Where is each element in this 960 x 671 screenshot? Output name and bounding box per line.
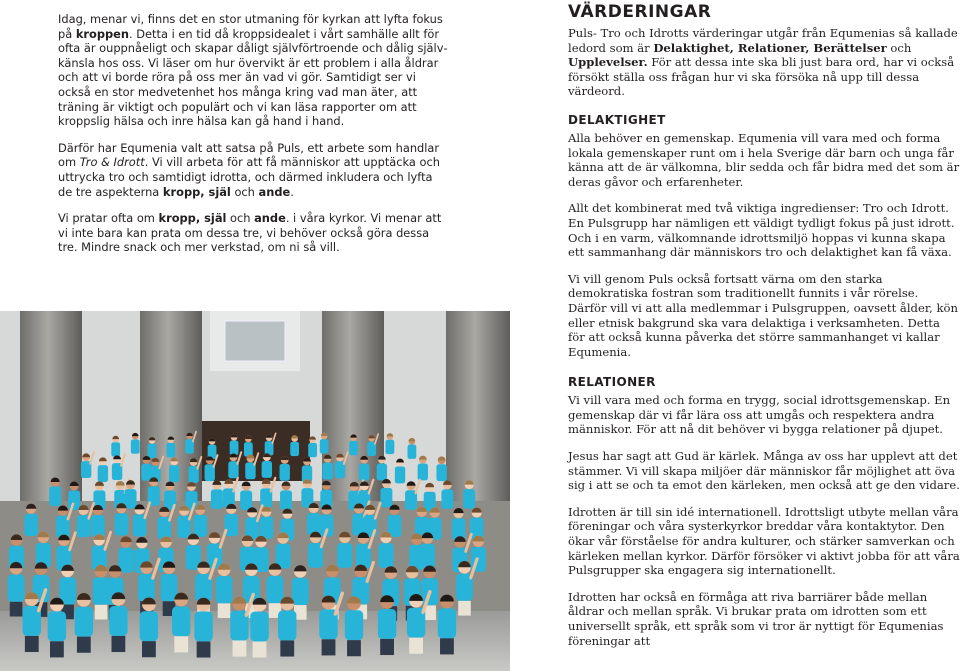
person xyxy=(208,438,217,459)
values-column xyxy=(568,2,960,660)
section-title: VÄRDERINGAR xyxy=(568,2,712,22)
relationer-paragraph-4: Idrotten har också en förmåga att riva barriärer både mellan åldrar och mellan språk. Vi brukar prata om idrotten som ett universellt språk, ett språk som vi tror är nyttigt för Equmenias föreningar att xyxy=(568,589,944,648)
person xyxy=(307,503,321,535)
relationer-paragraph-2: Jesus har sagt att Gud är kärlek. Många av oss har upplevt att det stämmer. Vi vill skapa miljöer där människor får möjlighet att öva sig i att se och ta emot den kärleken, men också att ge den vidare. xyxy=(568,449,960,493)
person xyxy=(230,434,239,455)
person xyxy=(438,595,456,655)
person xyxy=(49,477,61,506)
person xyxy=(322,455,332,480)
person xyxy=(244,436,253,457)
person xyxy=(380,479,392,508)
person xyxy=(68,482,80,511)
person xyxy=(280,481,292,510)
person xyxy=(424,483,436,512)
person xyxy=(169,457,179,482)
relationer-paragraph-1: Vi vill vara med och forma en trygg, social idrottsgemenskap. En gemenskap där vi får lära oss att umgås och respektera andra människor. För att nå dit behöver vi bygga relationer på djupet. xyxy=(568,393,951,437)
person xyxy=(98,457,108,482)
person xyxy=(349,434,358,455)
intro-paragraph-2: Därför har Equmenia valt att satsa på Puls, ett arbete som handlar om Tro & Idrott. Vi vill arbeta för att få människor att upptäcka och uttrycka tro och samtidigt idrotta, och därmed inkludera och lyfta de tre aspekterna kropp, själ och ande. xyxy=(58,140,440,199)
heading-relationer: RELATIONER xyxy=(568,375,656,390)
person xyxy=(378,532,393,568)
person xyxy=(185,482,197,511)
person xyxy=(378,595,396,655)
values-intro: Puls- Tro och Idrotts värderingar utgår från Equmenias så kallade ledord som är Delaktighet, Relationer, Berättelser och Upplevelser. För att dessa inte ska bli just bara ord, har vi också försökt ställa oss frågan hur vi ska försöka nå upp till dessa värdeord. xyxy=(568,26,958,99)
person xyxy=(109,592,127,652)
person xyxy=(301,479,313,508)
heading-delaktighet: DELAKTIGHET xyxy=(568,112,666,127)
intro-paragraph-1: Idag, menar vi, finns det en stor utmaning för kyrkan att lyfta fokus på kroppen. Detta i en tid då kroppsidealet i vårt samhälle allt för ofta är ouppnåeligt och skapar dåligt självförtroende och dålig självkänsla hos oss. Vi läser om hur övervikt är ett problem i alla åldrar och att vi borde röra på oss mer än vad vi gör. Samtidigt ser vi också en stor medvetenhet hos många kring vad man äter, att träning är viktigt och populärt och vi kan läsa rapporter om att kroppslig hälsa och inre hälsa kan gå hand i hand. xyxy=(58,12,448,129)
delaktighet-paragraph-2: Allt det kombinerat med två viktiga ingredienser: Tro och Idrott. En Pulsgrupp har nämligen ett väldigt tydligt fokus på just idrott. Och i en varm, välkomnande idrottsmiljö hoppas vi kunna skapa ett sammanhang där människors tro och delaktighet kan få växa. xyxy=(568,201,955,260)
person xyxy=(141,456,151,481)
person xyxy=(75,593,93,653)
person xyxy=(194,598,212,658)
intro-paragraph-3: Vi pratar ofta om kropp, själ och ande. i våra kyrkor. Vi menar att vi inte bara kan prata om dessa tre, vi behöver också göra dessa tre. Mindre snack och mer verkstad, om ni så vill. xyxy=(58,211,442,255)
person xyxy=(345,596,363,656)
person xyxy=(193,505,207,537)
person xyxy=(118,536,133,572)
person xyxy=(262,453,272,478)
person xyxy=(290,435,299,456)
person xyxy=(420,532,435,568)
person xyxy=(166,436,175,457)
person xyxy=(172,593,190,653)
person xyxy=(377,456,387,481)
person xyxy=(278,597,296,657)
person xyxy=(140,597,158,657)
person xyxy=(216,563,233,618)
person xyxy=(452,508,466,540)
person xyxy=(148,437,157,458)
column-4 xyxy=(446,311,510,511)
person xyxy=(91,505,105,537)
person xyxy=(24,504,38,536)
person xyxy=(250,598,268,658)
person xyxy=(395,459,405,484)
column-3 xyxy=(322,311,384,511)
person xyxy=(388,505,402,537)
person xyxy=(240,481,252,510)
person xyxy=(211,480,223,509)
person xyxy=(337,532,352,568)
intro-column xyxy=(58,12,450,267)
person xyxy=(115,503,129,535)
person xyxy=(36,532,51,568)
delaktighet-paragraph-1: Alla behöver en gemenskap. Equmenia vill vara med och forma lokala gemenskaper runt om i hela Sverige där barn och unga får känna att de är välkomna, blir sedda och får bidra med det som är deras gåvor och erfarenheter. xyxy=(568,130,960,189)
person xyxy=(407,438,416,459)
person xyxy=(267,563,284,618)
person xyxy=(418,456,428,481)
relationer-paragraph-3: Idrotten är till sin idé internationell. Idrottsligt utbyte mellan våra föreningar och våra systerkyrkor breddar våra kontaktytor. Den ökar vår förståelse för andra kulturer, och stärker samverkan och kärleken mellan kyrkor. Därför försöker vi aktivt jobba för att våra Pulsgrupper ska engagera sig internationellt. xyxy=(568,504,960,578)
person xyxy=(131,433,140,454)
person xyxy=(385,433,394,454)
person xyxy=(436,456,446,481)
person xyxy=(441,480,453,509)
person xyxy=(111,436,120,457)
person xyxy=(280,456,290,481)
person xyxy=(359,456,369,481)
person xyxy=(320,433,329,454)
person xyxy=(59,565,76,620)
window-pane xyxy=(225,321,285,361)
person xyxy=(463,480,475,509)
person xyxy=(308,436,317,457)
group-photo-illustration xyxy=(0,311,510,671)
person xyxy=(260,506,274,538)
person xyxy=(276,532,291,568)
person xyxy=(125,480,137,509)
person xyxy=(302,458,312,483)
delaktighet-paragraph-3: Vi vill genom Puls också fortsatt värna om den starka demokratiska fostran som traditionellt funnits i vår rörelse. Därför vill vi att alla medlemmar i Pulsgruppen, oavsett ålder, kön eller etnisk bakgrund ska vara delaktiga i verksamheten. Detta för att också kunna påverka det större sammanhanget vi kallar Equmenia. xyxy=(568,271,958,359)
person xyxy=(48,598,66,658)
person xyxy=(8,562,25,617)
group-photo xyxy=(0,311,510,671)
